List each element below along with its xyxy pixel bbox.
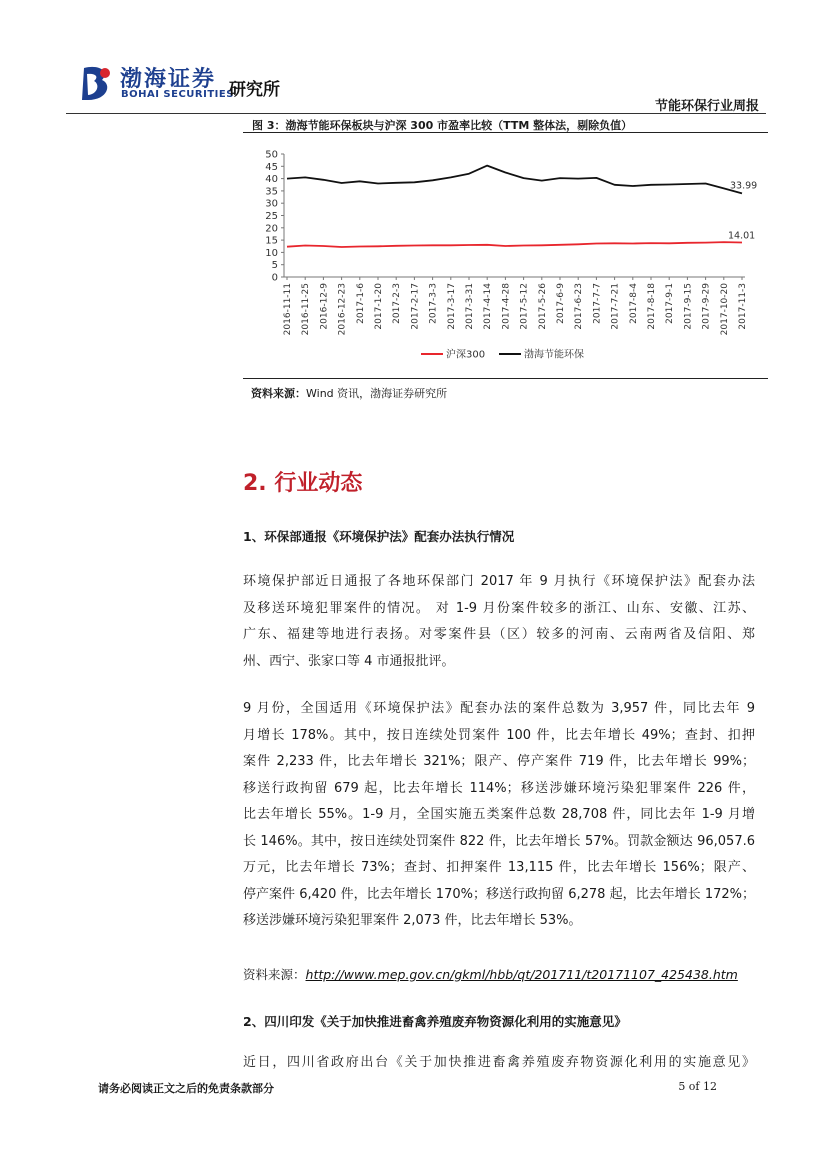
x-tick-label: 2016-12-9 (319, 283, 330, 330)
figure-bottom-divider (243, 378, 768, 379)
x-tick-label: 2016-12-23 (337, 283, 348, 336)
section-heading: 2. 行业动态 (243, 471, 363, 496)
x-tick-label: 2017-9-29 (701, 282, 712, 330)
item-1-subheading: 1、环保部通报《环境保护法》配套办法执行情况 (243, 529, 515, 544)
figure-source-label: 资料来源： (251, 387, 306, 400)
y-tick-label: 45 (265, 161, 278, 173)
paragraph-line: 月增长 178%。其中，按日连续处罚案件 100 件，比去年增长 49%；查封、扣押 (243, 727, 755, 743)
y-tick-label: 15 (265, 235, 278, 247)
item-2-subheading: 2、四川印发《关于加快推进畜禽养殖废弃物资源化利用的实施意见》 (243, 1014, 627, 1029)
x-tick-label: 2017-4-14 (483, 283, 494, 330)
source-link[interactable]: http://www.mep.gov.cn/gkml/hbb/qt/201711/t20171107_425438.htm (305, 967, 738, 982)
item-1-paragraph-2 (243, 696, 755, 935)
paragraph-line: 长 146%。其中，按日连续处罚案件 822 件，比去年增长 57%。罚款金额达 96,057.6 (243, 833, 755, 849)
x-tick-label: 2017-7-7 (592, 283, 603, 324)
pe-comparison-chart (243, 142, 768, 377)
y-tick-label: 5 (271, 260, 278, 272)
x-tick-label: 2017-8-4 (628, 283, 639, 324)
item-1-source (243, 965, 738, 983)
y-tick-label: 10 (265, 247, 278, 259)
y-tick-label: 20 (265, 223, 278, 235)
x-tick-label: 2017-3-17 (446, 283, 457, 330)
x-tick-label: 2017-2-17 (410, 283, 421, 330)
report-type: 节能环保行业周报 (654, 99, 759, 114)
paragraph-line: 比去年增长 55%。1-9 月，全国实施五类案件总数 28,708 件，同比去年 1-9 月增 (243, 807, 755, 822)
x-tick-label: 2017-1-6 (355, 283, 366, 324)
x-tick-label: 2017-6-23 (574, 283, 585, 330)
paragraph-line: 广东、福建等地进行表扬。对零案件县（区）较多的河南、云南两省及信阳、郑 (243, 627, 755, 642)
x-tick-label: 2017-11-3 (738, 283, 748, 330)
y-tick-label: 40 (265, 174, 278, 186)
figure-source (251, 385, 447, 401)
logo-cn-text: 渤海证券 (120, 67, 217, 92)
x-tick-label: 2017-3-31 (465, 283, 475, 330)
logo-suffix-text: 研究所 (229, 80, 280, 100)
x-tick-label: 2017-8-18 (647, 283, 657, 330)
paragraph-line: 及移送环境犯罪案件的情况。 对 1-9 月份案件较多的浙江、山东、安徽、江苏、 (243, 600, 755, 616)
x-tick-label: 2017-1-20 (374, 283, 384, 330)
paragraph-line: 9 月份，全国适用《环境保护法》配套办法的案件总数为 3,957 件，同比去年 9 (243, 701, 755, 716)
legend-label-hs300: 沪深300 (446, 349, 486, 361)
y-tick-label: 0 (271, 272, 278, 284)
figure-title: 图 3：渤海节能环保板块与沪深 300 市盈率比较（TTM 整体法，剔除负值） (252, 119, 633, 132)
paragraph-line: 万元，比去年增长 73%；查封、扣押案件 13,115 件，比去年增长 156%；限产、 (243, 860, 755, 875)
x-tick-label: 2016-11-25 (301, 283, 312, 336)
item-2-paragraph-1 (243, 1050, 755, 1077)
x-tick-label: 2017-4-28 (501, 283, 512, 330)
x-tick-label: 2016-11-11 (283, 283, 293, 336)
x-tick-label: 2017-3-3 (428, 283, 439, 324)
series-line-bohai-env (287, 166, 742, 194)
paragraph-line: 近日，四川省政府出台《关于加快推进畜禽养殖废弃物资源化利用的实施意见》 (243, 1055, 755, 1070)
y-tick-label: 35 (265, 186, 278, 198)
paragraph-line: 移送涉嫌环境污染犯罪案件 2,073 件，比去年增长 53%。 (243, 913, 582, 928)
logo-en-text: BOHAI SECURITIES (121, 89, 234, 100)
bohai-logo-icon (78, 64, 114, 104)
series-line-hs300 (287, 242, 742, 247)
figure-title-divider (243, 132, 768, 133)
x-tick-label: 2017-10-20 (719, 283, 730, 336)
footer-disclaimer: 请务必阅读正文之后的免责条款部分 (98, 1082, 274, 1095)
x-tick-label: 2017-5-12 (519, 283, 530, 330)
header-divider (66, 113, 766, 114)
y-tick-label: 50 (265, 149, 278, 161)
paragraph-line: 案件 2,233 件，比去年增长 321%；限产、停产案件 719 件，比去年增长 99%； (243, 754, 755, 769)
x-tick-label: 2017-2-3 (392, 283, 403, 324)
paragraph-line: 州、西宁、张家口等 4 市通报批评。 (243, 653, 455, 669)
legend-label-bohai-env: 渤海节能环保 (524, 349, 584, 361)
x-tick-label: 2017-5-26 (537, 283, 548, 330)
item-1-paragraph-1 (243, 569, 755, 675)
paragraph-line: 移送行政拘留 679 起，比去年增长 114%；移送涉嫌环境污染犯罪案件 226 件， (243, 780, 755, 796)
paragraph-line: 环境保护部近日通报了各地环保部门 2017 年 9 月执行《环境保护法》配套办法 (243, 574, 755, 589)
data-label-hs300: 14.01 (728, 230, 756, 242)
figure-source-text: Wind 资讯，渤海证券研究所 (306, 387, 448, 400)
data-label-bohai-env: 33.99 (730, 180, 758, 192)
x-tick-label: 2017-6-9 (556, 283, 566, 324)
x-tick-label: 2017-9-1 (665, 283, 676, 324)
x-tick-label: 2017-7-21 (610, 283, 621, 330)
footer-page-number: 5 of 12 (678, 1080, 717, 1093)
x-tick-label: 2017-9-15 (683, 283, 694, 330)
y-tick-label: 30 (265, 198, 278, 210)
source-prefix: 资料来源： (243, 967, 306, 982)
paragraph-line: 停产案件 6,420 件，比去年增长 170%；移送行政拘留 6,278 起，比去年增长 172%； (243, 886, 755, 902)
y-tick-label: 25 (265, 211, 278, 222)
